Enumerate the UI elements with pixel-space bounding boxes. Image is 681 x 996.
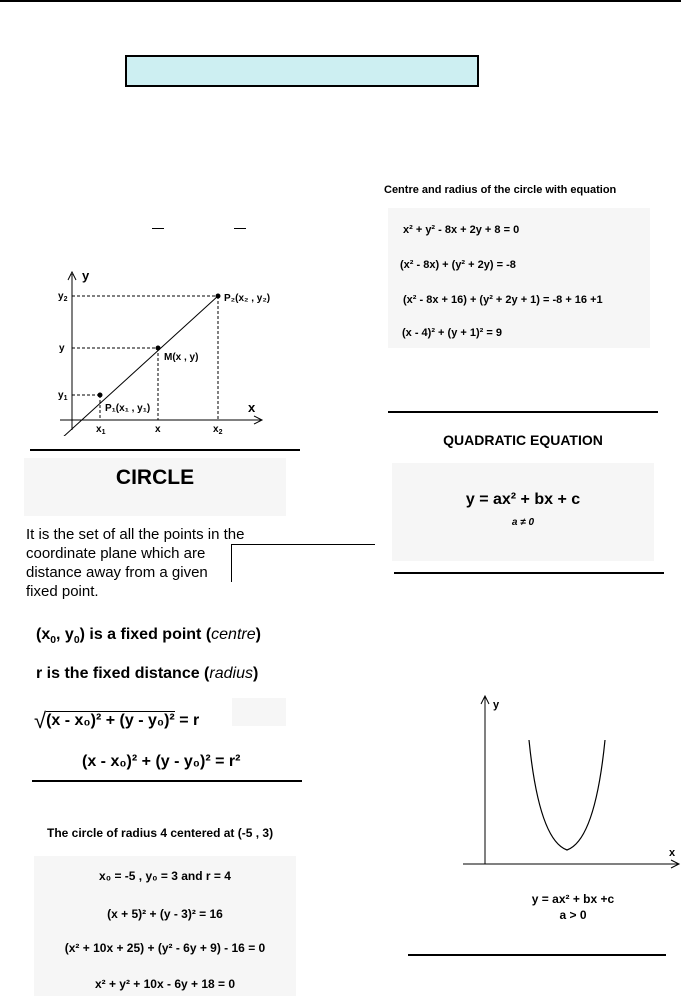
divider	[408, 954, 666, 956]
midpoint-graph	[26, 262, 300, 436]
centre-radius-title: Centre and radius of the circle with equation	[384, 184, 617, 196]
point-p1	[98, 393, 103, 398]
centre-radius-line: x² + y² - 8x + 2y + 8 = 0	[403, 224, 520, 236]
label-m: M(x , y)	[164, 352, 199, 363]
title-banner	[125, 55, 479, 87]
axis-x-label: x	[248, 400, 256, 415]
definition-bracket	[231, 544, 375, 545]
point-m	[156, 346, 161, 351]
parabola-caption: y = ax² + bx +c	[531, 892, 615, 906]
tick-x2: $x_2$	[213, 424, 223, 436]
parabola-condition: a > 0	[559, 908, 587, 922]
definition-line: fixed point.	[26, 583, 99, 600]
parabola-graph	[455, 690, 681, 870]
distance-formula-squared: (x - x₀)² + (y - y₀)² = r²	[82, 753, 241, 770]
divider	[394, 572, 664, 574]
centre-radius-line: (x² - 8x + 16) + (y² + 2y + 1) = -8 + 16 +1	[403, 294, 603, 306]
label-p1: P₁(x₁ , y₁)	[105, 403, 151, 414]
overline-mark	[234, 228, 246, 229]
definition-line: distance away from a given	[26, 564, 208, 581]
example-line: x² + y² + 10x - 6y + 18 = 0	[94, 977, 236, 991]
axis-y-label: y	[82, 268, 90, 283]
example-line: x₀ = -5 , y₀ = 3 and r = 4	[99, 869, 231, 883]
label-p2: P₂(x₂ , y₂)	[224, 293, 271, 304]
centre-radius-line: (x² - 8x) + (y² + 2y) = -8	[400, 259, 516, 271]
tick-y1: $y_1$	[58, 390, 68, 402]
divider	[30, 449, 300, 451]
radius-statement: r is the fixed distance (radius)	[36, 665, 259, 682]
quadratic-condition: a ≠ 0	[511, 517, 535, 528]
axis-x-label: x	[669, 847, 676, 859]
example-line: (x + 5)² + (y - 3)² = 16	[107, 907, 223, 921]
circle-definition	[26, 525, 244, 601]
divider	[388, 411, 658, 413]
quadratic-panel	[392, 463, 654, 561]
tick-y: y	[59, 343, 65, 354]
centre-statement: ($x_0$, $y_0$) is a fixed point (centre)	[36, 626, 261, 647]
quadratic-heading: QUADRATIC EQUATION	[443, 432, 603, 448]
formula-panel	[232, 698, 286, 726]
distance-formula-sqrt: √(x - x₀)² + (y - y₀)² = r	[34, 708, 200, 733]
overline-mark	[152, 228, 164, 229]
tick-y2: $y_2$	[58, 291, 68, 303]
definition-line: coordinate plane which are	[26, 545, 206, 562]
definition-bracket	[231, 544, 232, 582]
quadratic-formula: y = ax² + bx + c	[465, 491, 581, 508]
definition-line: It is the set of all the points in the	[26, 526, 245, 543]
axis-y-label: y	[493, 699, 500, 711]
divider	[32, 780, 302, 782]
top-rule	[0, 0, 681, 2]
tick-x: x	[155, 424, 161, 435]
circle-heading: CIRCLE	[115, 466, 195, 489]
example-title: The circle of radius 4 centered at (-5 , 3)	[47, 826, 274, 840]
parabola-curve	[529, 740, 605, 850]
tick-x1: $x_1$	[96, 424, 106, 436]
example-line: (x² + 10x + 25) + (y² - 6y + 9) - 16 = 0	[64, 941, 266, 955]
centre-radius-line: (x - 4)² + (y + 1)² = 9	[402, 327, 502, 339]
point-p2	[216, 294, 221, 299]
